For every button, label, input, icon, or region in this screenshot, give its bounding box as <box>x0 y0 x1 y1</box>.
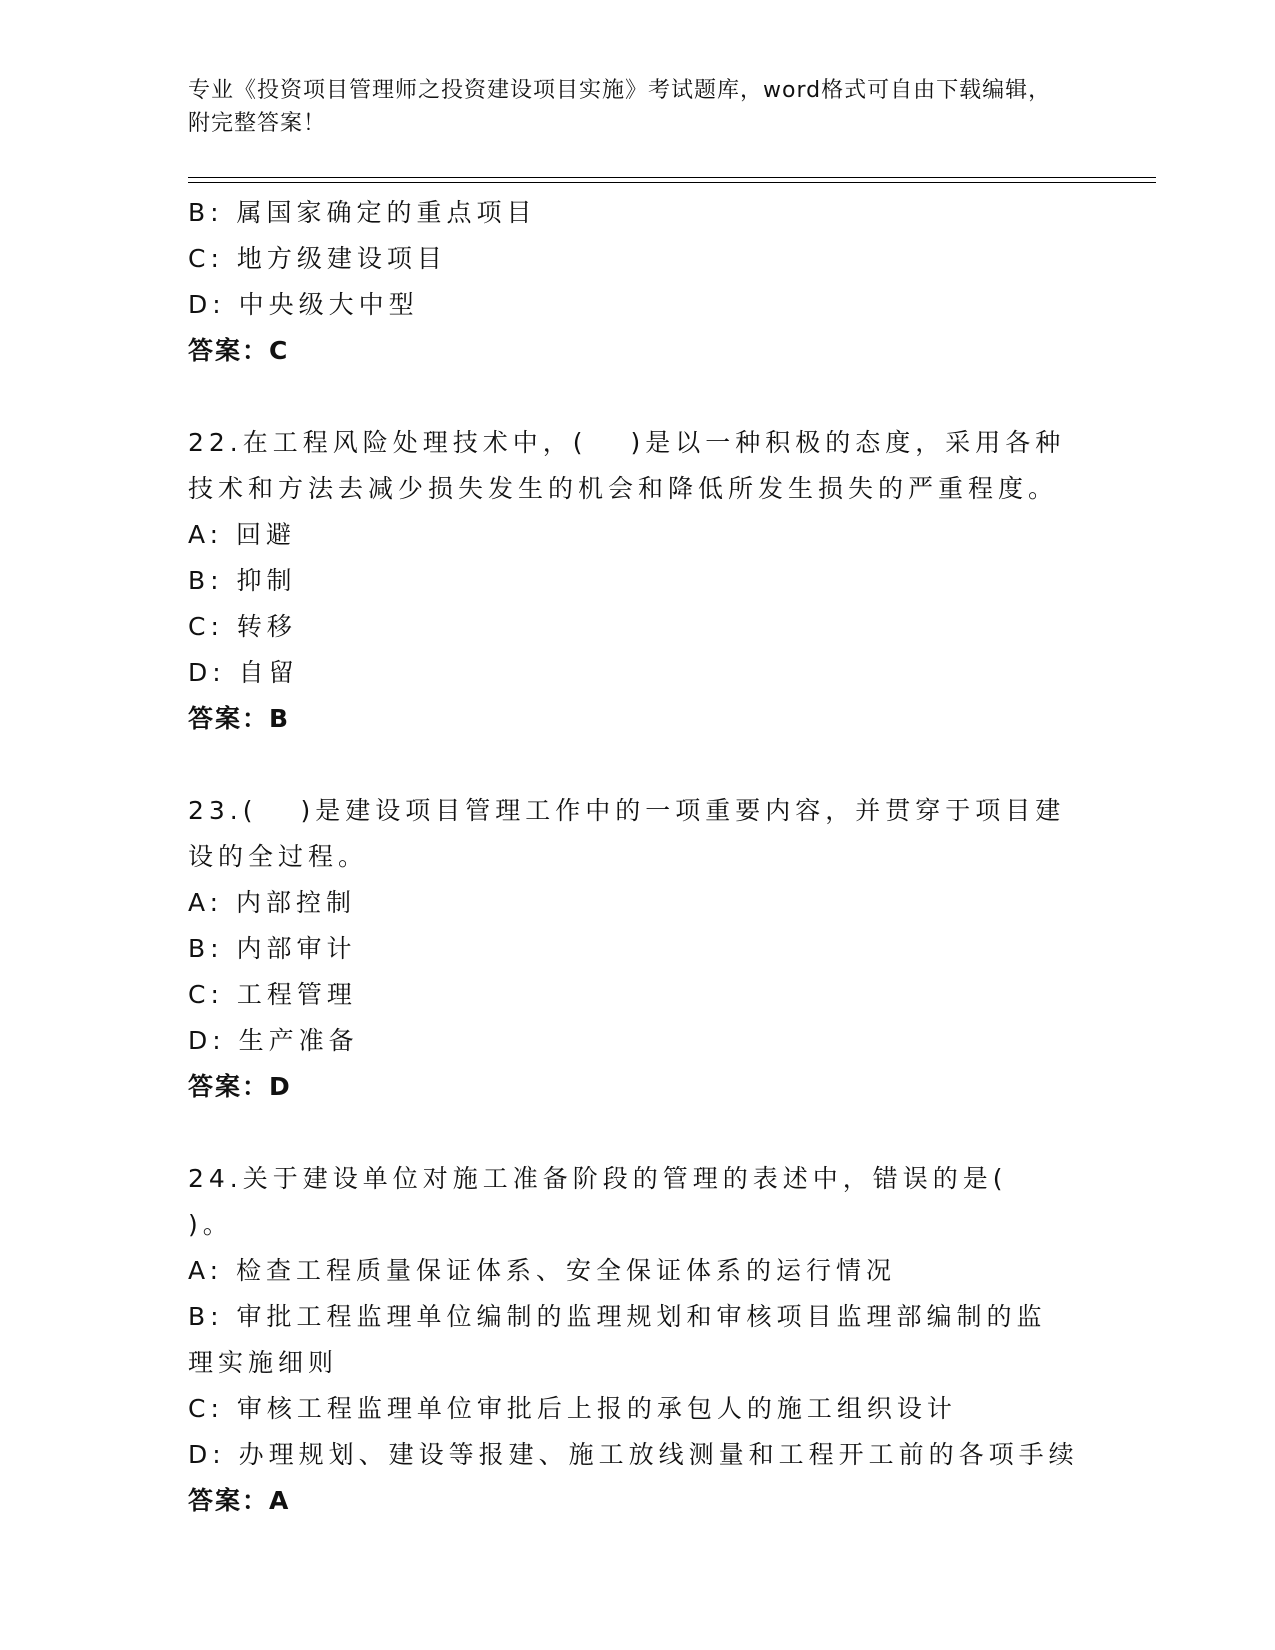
header-rule-top <box>188 177 1156 178</box>
option-b: B: 内部审计 <box>188 934 357 963</box>
answer: 答案：A <box>188 1486 291 1515</box>
option-d: D: 中央级大中型 <box>188 290 419 319</box>
answer: 答案：B <box>188 704 291 733</box>
option-a: A: 内部控制 <box>188 888 357 917</box>
option-c: C: 转移 <box>188 612 297 641</box>
question-content <box>188 190 1088 1524</box>
option-d: D: 生产准备 <box>188 1026 359 1055</box>
option-b: B: 属国家确定的重点项目 <box>188 198 537 227</box>
option-d: D: 办理规划、建设等报建、施工放线测量和工程开工前的各项手续 <box>188 1440 1079 1469</box>
option-a: A: 回避 <box>188 520 297 549</box>
answer: 答案：D <box>188 1072 292 1101</box>
option-c: C: 地方级建设项目 <box>188 244 447 273</box>
option-b: B: 抑制 <box>188 566 297 595</box>
question-22 <box>188 420 1088 742</box>
spacer <box>188 1110 1088 1156</box>
question-stem: 24.关于建设单位对施工准备阶段的管理的表述中，错误的是( )。 <box>188 1164 1051 1239</box>
question-stem: 23.( )是建设项目管理工作中的一项重要内容，并贯穿于项目建设的全过程。 <box>188 796 1066 871</box>
question-stem: 22.在工程风险处理技术中，( )是以一种积极的态度，采用各种技术和方法去减少损失发生的机会和降低所发生损失的严重程度。 <box>188 428 1066 503</box>
option-d: D: 自留 <box>188 658 299 687</box>
spacer <box>188 374 1088 420</box>
question-23 <box>188 788 1088 1110</box>
question-21 <box>188 190 1088 374</box>
option-c: C: 审核工程监理单位审批后上报的承包人的施工组织设计 <box>188 1394 957 1423</box>
question-24 <box>188 1156 1088 1524</box>
document-header: 专业《投资项目管理师之投资建设项目实施》考试题库，word格式可自由下载编辑，附完整答案！ <box>188 78 1052 136</box>
spacer <box>188 742 1088 788</box>
answer: 答案：C <box>188 336 290 365</box>
option-c: C: 工程管理 <box>188 980 357 1009</box>
option-a: A: 检查工程质量保证体系、安全保证体系的运行情况 <box>188 1256 897 1285</box>
option-b: B: 审批工程监理单位编制的监理规划和审核项目监理部编制的监理实施细则 <box>188 1302 1047 1377</box>
header-rule-bottom <box>188 182 1156 183</box>
